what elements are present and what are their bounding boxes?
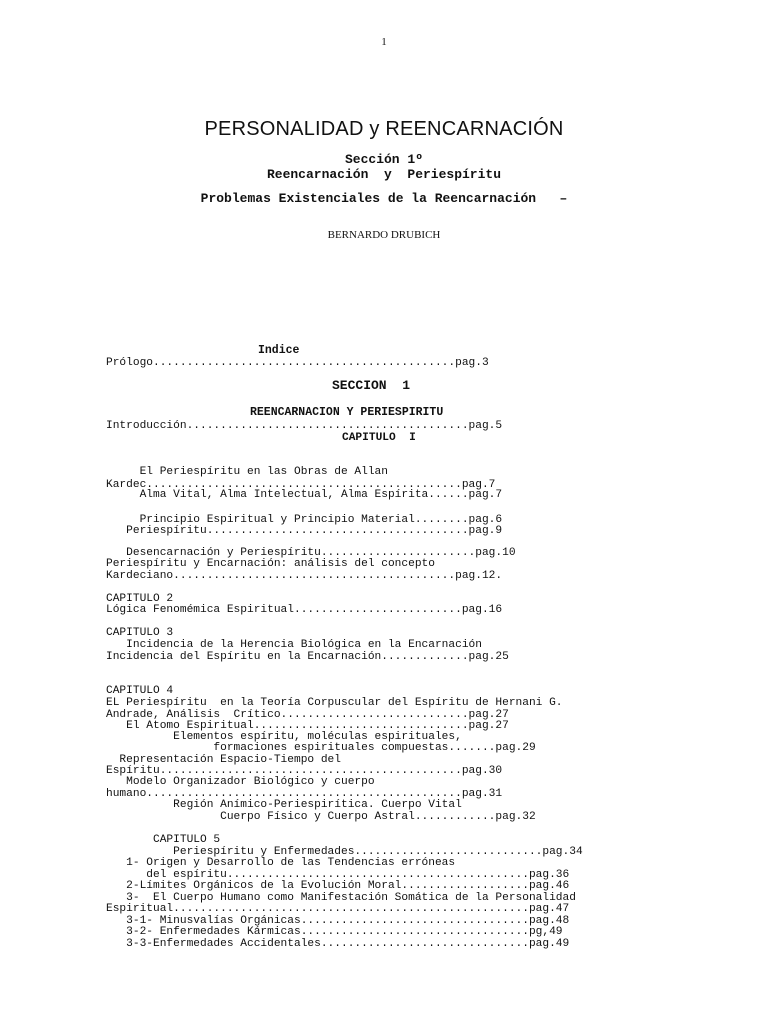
toc-line: Modelo Organizador Biológico y cuerpo <box>106 776 375 788</box>
toc-line: Cuerpo Físico y Cuerpo Astral............pag.32 <box>106 811 536 823</box>
toc-line: Elementos espíritu, moléculas espirituales, <box>106 731 462 743</box>
toc-line: 3-1- Minusvalías Orgánicas..................................pag.48 <box>106 915 570 927</box>
toc-line: humano...............................................pag.31 <box>106 788 503 800</box>
toc-line: El Periespíritu en las Obras de Allan <box>106 466 388 478</box>
toc-line: Principio Espiritual y Principio Material........pag.6 <box>106 514 503 526</box>
toc-introduction: Introducción..........................................pag.5 <box>106 420 503 432</box>
toc-line: formaciones espirituales compuestas.......pag.29 <box>106 742 536 754</box>
chapter-5-heading: CAPITULO 5 <box>106 834 221 846</box>
toc-line: Lógica Fenomémica Espiritual.........................pag.16 <box>106 604 503 616</box>
toc-line: 1- Origen y Desarrollo de las Tendencias erróneas <box>106 857 456 869</box>
chapter-4-heading: CAPITULO 4 <box>106 685 174 697</box>
toc-line: Región Anímico-Periespirítica. Cuerpo Vital <box>106 799 462 811</box>
toc-line: del espíritu.............................................pag.36 <box>106 869 570 881</box>
toc-line: 3-3-Enfermedades Accidentales...............................pag.49 <box>106 938 570 950</box>
author-name: BERNARDO DRUBICH <box>327 229 441 241</box>
toc-line: Alma Vital, Alma Intelectual, Alma Espírita......pag.7 <box>106 489 503 501</box>
toc-line: Espiritual.....................................................pag.47 <box>106 903 570 915</box>
toc-line: Kardec...............................................pag.7 <box>106 479 496 491</box>
toc-line: Kardeciano..........................................pag.12. <box>106 570 503 582</box>
chapter-3-heading: CAPITULO 3 <box>106 627 174 639</box>
page-number: 1 <box>381 36 387 48</box>
section-heading: SECCION 1 <box>332 378 411 393</box>
toc-line: El Atomo Espiritual................................pag.27 <box>106 720 509 732</box>
chapter-2-heading: CAPITULO 2 <box>106 593 174 605</box>
toc-line: Andrade, Análisis Crítico............................pag.27 <box>106 709 509 721</box>
toc-line: Incidencia del Espíritu en la Encarnación.............pag.25 <box>106 651 509 663</box>
toc-line: Incidencia de la Herencia Biológica en la Encarnación <box>106 639 482 651</box>
toc-line: Periespíritu.......................................pag.9 <box>106 525 503 537</box>
toc-line: 2-Límites Orgánicos de la Evolución Moral...................pag.46 <box>106 880 570 892</box>
problems-heading: Problemas Existenciales de la Reencarnación – <box>200 191 568 206</box>
toc-line: Espíritu.............................................pag.30 <box>106 765 503 777</box>
chapter-1-heading: CAPITULO I <box>342 432 416 444</box>
section-label: Sección 1º <box>344 152 423 167</box>
toc-line: Representación Espacio-Tiempo del <box>106 754 341 766</box>
toc-line: 3- El Cuerpo Humano como Manifestación Somática de la Personalidad <box>106 892 576 904</box>
toc-prologue: Prólogo.............................................pag.3 <box>106 357 489 369</box>
toc-line: 3-2- Enfermedades Kármicas..................................pg,49 <box>106 926 563 938</box>
toc-line: EL Periespíritu en la Teoría Corpuscular del Espíritu de Hernani G. <box>106 697 563 709</box>
document-title: PERSONALIDAD y REENCARNACIÓN <box>204 118 564 140</box>
toc-line: Desencarnación y Periespíritu.......................pag.10 <box>106 547 516 559</box>
index-heading: Indice <box>258 344 300 357</box>
section-subtitle: Reencarnación y Periespíritu <box>266 167 502 182</box>
section-title: REENCARNACION Y PERIESPIRITU <box>250 406 444 419</box>
toc-line: Periespíritu y Encarnación: análisis del concepto <box>106 558 435 570</box>
toc-line: Periespíritu y Enfermedades............................pag.34 <box>106 846 583 858</box>
